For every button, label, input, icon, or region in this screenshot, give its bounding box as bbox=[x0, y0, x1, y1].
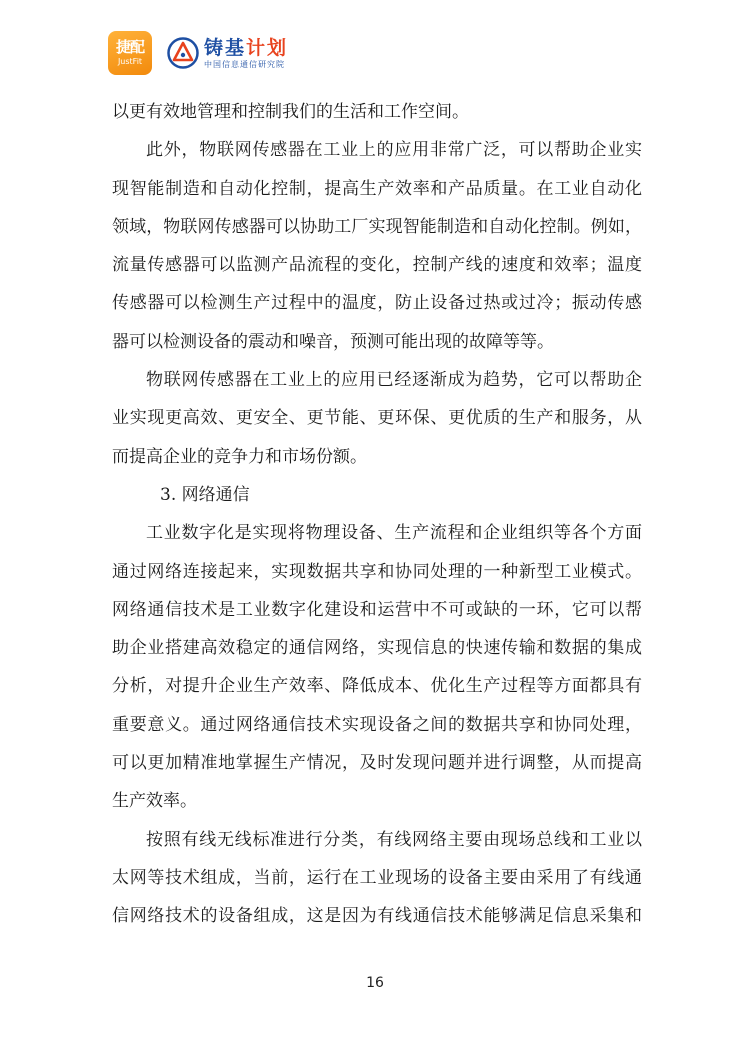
text-line: 生产效率。 bbox=[112, 791, 197, 812]
text-line: 以更有效地管理和控制我们的生活和工作空间。 bbox=[112, 102, 469, 122]
section-heading: 3. 网络通信 bbox=[160, 484, 250, 505]
justfit-logo-en: JustFit bbox=[117, 57, 143, 66]
text-line: 此外，物联网传感器在工业上的应用非常广泛，可以帮助企业实 bbox=[146, 140, 642, 161]
justfit-logo-cn: 捷配 bbox=[115, 38, 144, 56]
document-body bbox=[112, 93, 642, 936]
text-line: 器可以检测设备的震动和噪音，预测可能出现的故障等等。 bbox=[112, 331, 554, 352]
text-line: 而提高企业的竞争力和市场份额。 bbox=[112, 446, 367, 467]
text-line: 业实现更高效、更安全、更节能、更环保、更优质的生产和服务，从 bbox=[112, 408, 642, 429]
text-line: 网络通信技术是工业数字化建设和运营中不可或缺的一环，它可以帮 bbox=[112, 599, 642, 620]
text-line: 信网络技术的设备组成，这是因为有线通信技术能够满足信息采集和 bbox=[112, 906, 642, 927]
zhuji-logo bbox=[166, 36, 288, 70]
text-line: 助企业搭建高效稳定的通信网络，实现信息的快速传输和数据的集成 bbox=[112, 638, 642, 659]
zhuji-brand-accent: 计划 bbox=[246, 36, 289, 59]
text-line: 流量传感器可以监测产品流程的变化，控制产线的速度和效率；温度 bbox=[112, 255, 642, 276]
text-line: 工业数字化是实现将物理设备、生产流程和企业组织等各个方面 bbox=[146, 523, 642, 544]
text-line: 按照有线无线标准进行分类，有线网络主要由现场总线和工业以 bbox=[146, 829, 642, 850]
header bbox=[108, 28, 288, 78]
text-line: 现智能制造和自动化控制，提高生产效率和产品质量。在工业自动化 bbox=[112, 178, 642, 199]
text-line: 领域，物联网传感器可以协助工厂实现智能制造和自动化控制。例如， bbox=[112, 216, 642, 237]
zhuji-brand-name bbox=[204, 37, 288, 59]
justfit-logo bbox=[108, 31, 152, 75]
paragraph-2 bbox=[112, 361, 642, 476]
text-line: 通过网络连接起来，实现数据共享和协同处理的一种新型工业模式。 bbox=[112, 561, 642, 582]
paragraph-3 bbox=[112, 514, 642, 820]
page-number: 16 bbox=[366, 975, 384, 991]
zhuji-org-name: 中国信息通信研究院 bbox=[204, 59, 285, 69]
text-line: 分析，对提升企业生产效率、降低成本、优化生产过程等方面都具有 bbox=[112, 676, 642, 697]
paragraph-1 bbox=[112, 131, 642, 361]
paragraph-4 bbox=[112, 821, 642, 936]
text-line: 传感器可以检测生产过程中的温度，防止设备过热或过冷；振动传感 bbox=[112, 293, 642, 314]
text-line: 重要意义。通过网络通信技术实现设备之间的数据共享和协同处理， bbox=[112, 714, 642, 735]
zhuji-triangle-icon bbox=[166, 36, 200, 70]
paragraph-0 bbox=[112, 93, 642, 131]
text-line: 物联网传感器在工业上的应用已经逐渐成为趋势，它可以帮助企 bbox=[146, 370, 642, 391]
zhuji-brand-main: 铸基 bbox=[204, 36, 247, 59]
text-line: 太网等技术组成，当前，运行在工业现场的设备主要由采用了有线通 bbox=[112, 867, 642, 888]
text-line: 可以更加精准地掌握生产情况，及时发现问题并进行调整，从而提高 bbox=[112, 753, 642, 774]
